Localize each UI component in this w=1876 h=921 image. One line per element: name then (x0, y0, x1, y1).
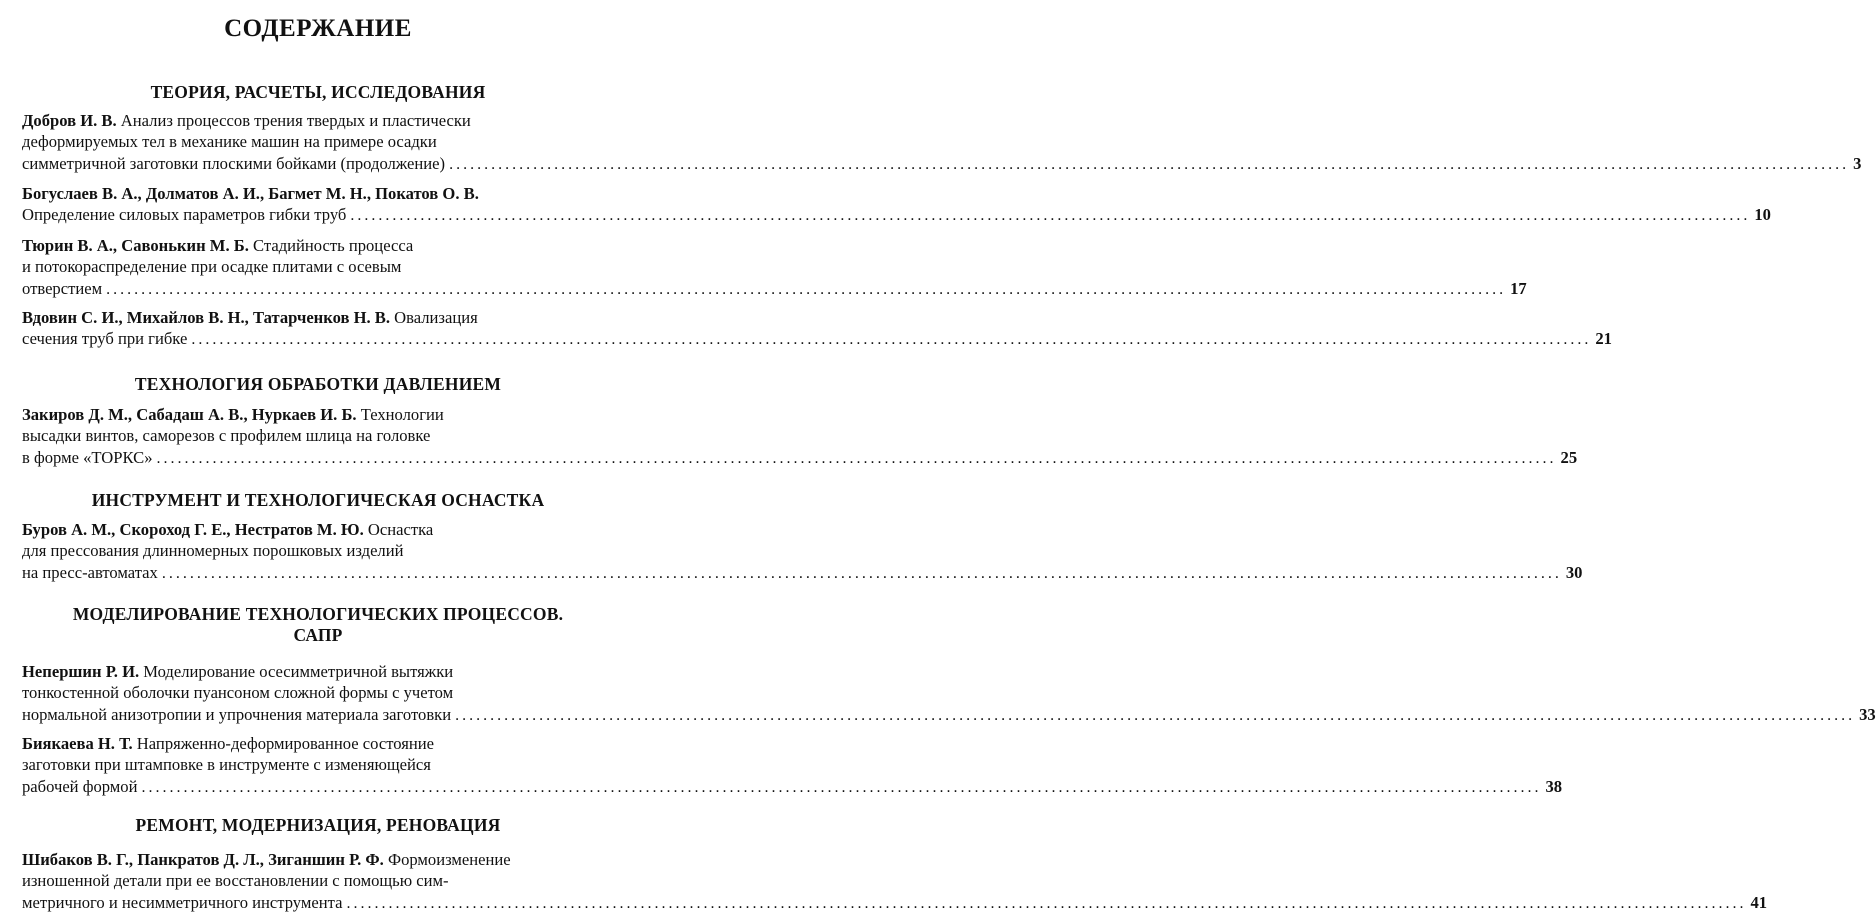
page-number: 25 (1560, 447, 1578, 467)
entry-title-line: Стадийность процесса (248, 236, 414, 255)
toc-entry[interactable] (22, 307, 1612, 351)
toc-entry[interactable] (22, 110, 1862, 175)
page-number: 38 (1545, 776, 1563, 796)
entry-authors: Богуслаев В. А., Долматов А. И., Багмет М. Н., Покатов О. В. (22, 184, 479, 203)
dot-leader: ........................................................................................................................................................................................................ (191, 331, 1592, 349)
entry-title-line: изношенной детали при ее восстановлении с помощью сим- (22, 871, 449, 891)
entry-title-line: заготовки при штамповке в инструменте с изменяющейся (22, 755, 431, 775)
entry-authors: Закиров Д. М., Сабадаш А. В., Нуркаев И. Б. (22, 405, 357, 424)
dot-leader: ........................................................................................................................................................................................................ (156, 449, 1557, 467)
page-number: 17 (1510, 278, 1527, 298)
section-heading (22, 82, 614, 103)
dot-leader: ........................................................................................................................................................................................................ (350, 207, 1751, 225)
section-heading (22, 604, 614, 646)
entry-authors: Непершин Р. И. (22, 662, 140, 681)
entry-title-line: Технологии (356, 405, 444, 424)
toc-entry[interactable] (22, 849, 1768, 914)
toc-entry[interactable] (22, 733, 1563, 798)
entry-title-line: нормальной анизотропии и упрочнения материала заготовки (22, 704, 452, 724)
entry-title-line: для прессования длинномерных порошковых изделий (22, 541, 404, 561)
entry-authors: Шибаков В. Г., Панкратов Д. Л., Зиганшин Р. Ф. (22, 850, 384, 869)
toc-entry[interactable] (22, 183, 1771, 227)
entry-title-line: тонкостенной оболочки пуансоном сложной формы с учетом (22, 683, 454, 703)
entry-title-line: Овализация (390, 308, 478, 327)
entry-title-line: сечения труб при гибке (22, 329, 188, 349)
section-heading-line: ТЕОРИЯ, РАСЧЕТЫ, ИССЛЕДОВАНИЯ (150, 82, 486, 102)
entry-title-line: на пресс-автоматах (22, 562, 158, 582)
entry-title-line: Определение силовых параметров гибки труб (22, 205, 347, 225)
page-number: 41 (1750, 892, 1768, 912)
entry-title-line: Напряженно-деформированное состояние (132, 734, 434, 753)
entry-title-line: Оснастка (363, 520, 434, 539)
section-heading-line: РЕМОНТ, МОДЕРНИЗАЦИЯ, РЕНОВАЦИЯ (135, 815, 501, 835)
toc-entry[interactable] (22, 661, 1876, 726)
entry-title-line: отверстием (22, 278, 103, 298)
entry-authors: Буров А. М., Скороход Г. Е., Нестратов М. Ю. (22, 520, 364, 539)
entry-authors: Тюрин В. А., Савонькин М. Б. (22, 236, 249, 255)
entry-title-line: рабочей формой (22, 776, 138, 796)
dot-leader: ........................................................................................................................................................................................................ (346, 894, 1747, 912)
toc-entry[interactable] (22, 235, 1527, 300)
entry-title-line: высадки винтов, саморезов с профилем шлица на головке (22, 426, 431, 446)
entry-authors: Добров И. В. (22, 111, 117, 130)
entry-title-line: в форме «ТОРКС» (22, 447, 153, 467)
entry-title-line: Анализ процессов трения твердых и пластически (116, 111, 471, 130)
page-number: 10 (1754, 205, 1771, 225)
toc-entry[interactable] (22, 519, 1583, 584)
entry-authors: Биякаева Н. Т. (22, 734, 133, 753)
entry-title-line: Моделирование осесимметричной вытяжки (139, 662, 454, 681)
entry-title-line: деформируемых тел в механике машин на примере осадки (22, 132, 437, 152)
section-heading-line: ТЕХНОЛОГИЯ ОБРАБОТКИ ДАВЛЕНИЕМ (134, 374, 502, 394)
section-heading-line: МОДЕЛИРОВАНИЕ ТЕХНОЛОГИЧЕСКИХ ПРОЦЕССОВ. (72, 604, 564, 624)
page-number: 21 (1595, 329, 1612, 349)
section-heading (22, 815, 614, 836)
page-number: 33 (1859, 704, 1876, 724)
entry-title-line: и потокораспределение при осадке плитами с осевым (22, 257, 402, 277)
section-heading-line: САПР (293, 625, 343, 645)
toc-entry[interactable] (22, 404, 1578, 469)
dot-leader: ........................................................................................................................................................................................................ (141, 778, 1542, 796)
section-heading (22, 374, 614, 395)
entry-title-line: симметричной заготовки плоскими бойками (продолжение) (22, 153, 446, 173)
dot-leader: ........................................................................................................................................................................................................ (161, 564, 1562, 582)
section-heading (22, 490, 614, 511)
page-number: 30 (1565, 562, 1583, 582)
dot-leader: ........................................................................................................................................................................................................ (106, 280, 1507, 298)
section-heading-line: ИНСТРУМЕНТ И ТЕХНОЛОГИЧЕСКАЯ ОСНАСТКА (91, 490, 545, 510)
dot-leader: ........................................................................................................................................................................................................ (455, 706, 1856, 724)
page-title: СОДЕРЖАНИЕ (224, 15, 412, 42)
entry-title-line: метричного и несимметричного инструмента (22, 892, 343, 912)
entry-title-line: Формоизменение (383, 850, 511, 869)
entry-authors: Вдовин С. И., Михайлов В. Н., Татарченков Н. В. (22, 308, 391, 327)
page-number: 3 (1853, 153, 1862, 173)
dot-leader: ........................................................................................................................................................................................................ (449, 155, 1850, 173)
